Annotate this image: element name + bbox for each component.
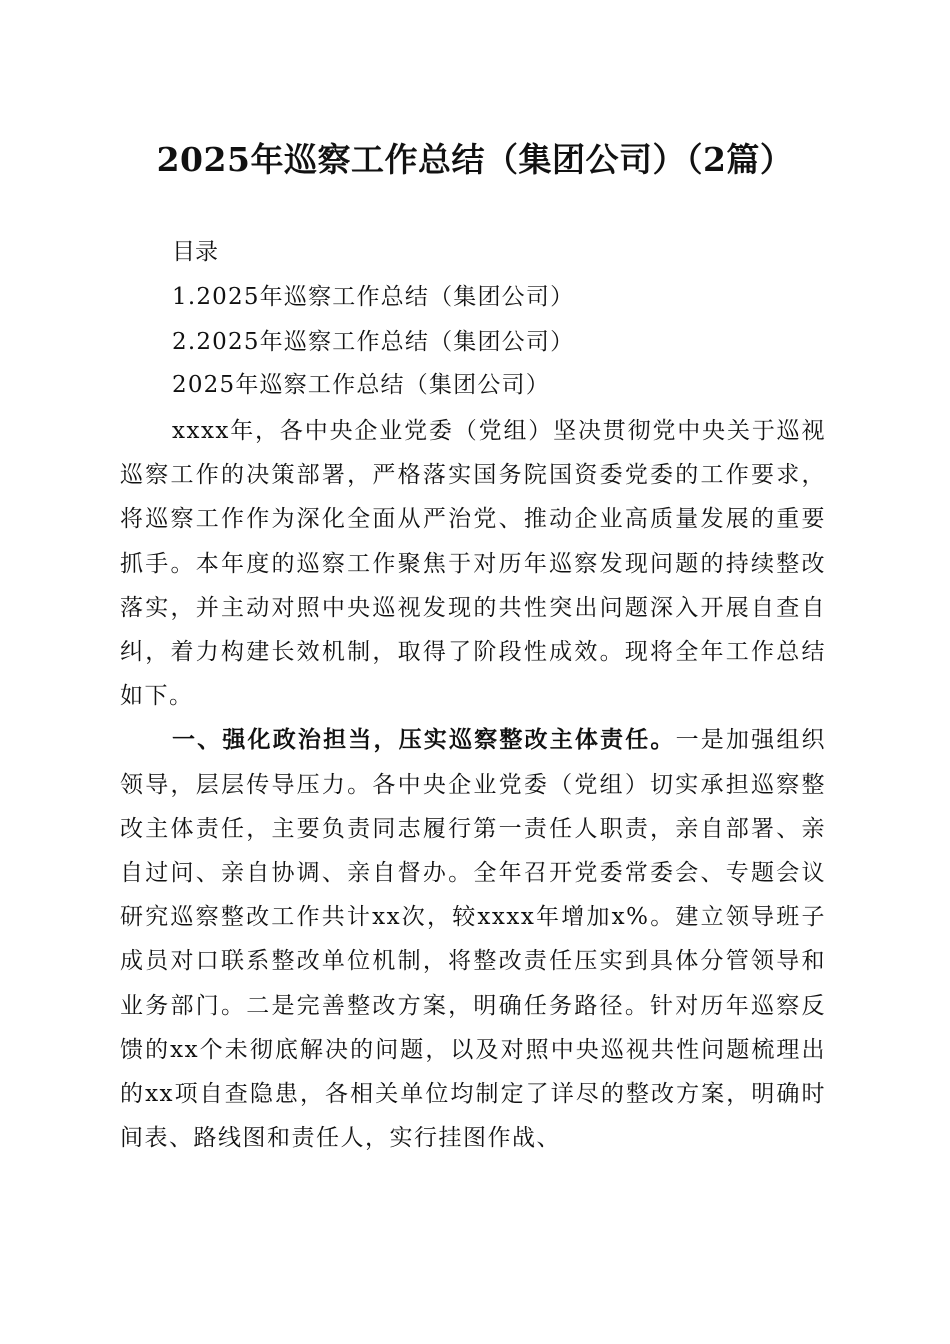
section-1-paragraph [120,718,826,1160]
intro-paragraph: xxxx年，各中央企业党委（党组）坚决贯彻党中央关于巡视巡察工作的决策部署，严格落实国务院国资委党委的工作要求，将巡察工作作为深化全面从严治党、推动企业高质量发展的重要抓手。本年度的巡察工作聚焦于对历年巡察发现问题的持续整改落实，并主动对照中央巡视发现的共性突出问题深入开展自查自纠，着力构建长效机制，取得了阶段性成效。现将全年工作总结如下。 [120,418,826,710]
section-1-text: 一是加强组织领导，层层传导压力。各中央企业党委（党组）切实承担巡察整改主体责任，主要负责同志履行第一责任人职责，亲自部署、亲自过问、亲自协调、亲自督办。全年召开党委常委会、专题会议研究巡察整改工作共计xx次，较xxxx年增加x%。建立领导班子成员对口联系整改单位机制，将整改责任压实到具体分管领导和业务部门。二是完善整改方案，明确任务路径。针对历年巡察反馈的xx个未彻底解决的问题，以及对照中央巡视共性问题梳理出的xx项自查隐患，各相关单位均制定了详尽的整改方案，明确时间表、路线图和责任人，实行挂图作战、 [120,727,827,1152]
section-1-heading: 一、强化政治担当，压实巡察整改主体责任。 [172,727,676,754]
document-title: 2025年巡察工作总结（集团公司）（2篇） [156,140,794,179]
toc-item-1: 1.2025年巡察工作总结（集团公司） [172,284,575,310]
toc-item-2: 2.2025年巡察工作总结（集团公司） [172,329,575,355]
article-body [120,409,826,1160]
toc-heading: 目录 [172,239,218,265]
article-title: 2025年巡察工作总结（集团公司） [172,372,550,398]
